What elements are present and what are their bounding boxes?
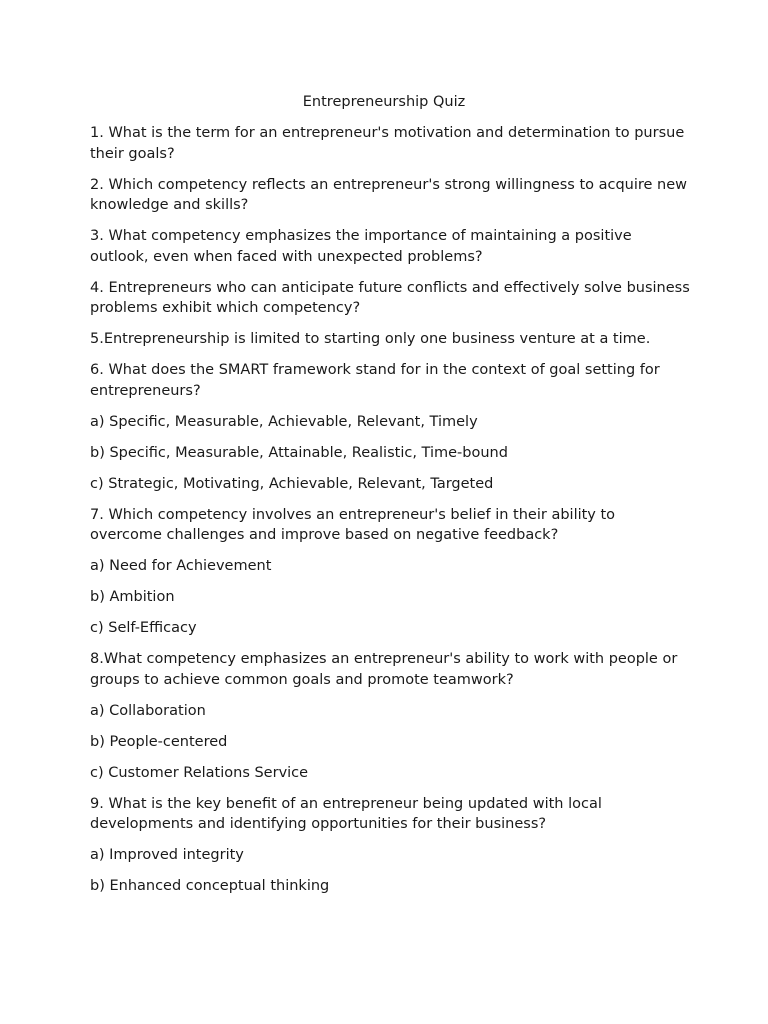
question-7-option-b: b) Ambition — [90, 589, 175, 605]
question-5: 5.Entrepreneurship is limited to starting only one business venture at a time. — [90, 331, 651, 347]
question-6: 6. What does the SMART framework stand for in the context of goal setting for entrepreneurs? — [90, 362, 660, 399]
question-6-option-c: c) Strategic, Motivating, Achievable, Relevant, Targeted — [90, 475, 494, 492]
question-7-option-c: c) Self-Efficacy — [90, 620, 197, 636]
question-6-option-b: b) Specific, Measurable, Attainable, Realistic, Time-bound — [90, 444, 508, 461]
question-3: 3. What competency emphasizes the importance of maintaining a positive outlook, even when faced with unexpected problems? — [90, 228, 632, 265]
question-7-option-a: a) Need for Achievement — [90, 558, 272, 574]
question-2: 2. Which competency reflects an entrepreneur's strong willingness to acquire new knowledge and skills? — [90, 176, 688, 213]
question-4: 4. Entrepreneurs who can anticipate future conflicts and effectively solve business problems exhibit which competency? — [90, 279, 690, 316]
question-9-option-b: b) Enhanced conceptual thinking — [90, 878, 330, 894]
question-6-option-a: a) Specific, Measurable, Achievable, Relevant, Timely — [90, 413, 478, 430]
question-8-option-c: c) Customer Relations Service — [90, 764, 309, 781]
document-title: Entrepreneurship Quiz — [302, 94, 466, 110]
question-8: 8.What competency emphasizes an entrepreneur's ability to work with people or groups to achieve common goals and promote teamwork? — [90, 651, 678, 688]
question-1: 1. What is the term for an entrepreneur's motivation and determination to pursue their goals? — [90, 125, 685, 162]
question-8-option-a: a) Collaboration — [90, 702, 206, 719]
quiz-content — [90, 123, 690, 907]
question-9: 9. What is the key benefit of an entrepreneur being updated with local developments and identifying opportunities for their business? — [90, 795, 602, 832]
question-7: 7. Which competency involves an entrepreneur's belief in their ability to overcome challenges and improve based on negative feedback? — [90, 506, 616, 543]
question-8-option-b: b) People-centered — [90, 733, 228, 750]
question-9-option-a: a) Improved integrity — [90, 847, 244, 863]
